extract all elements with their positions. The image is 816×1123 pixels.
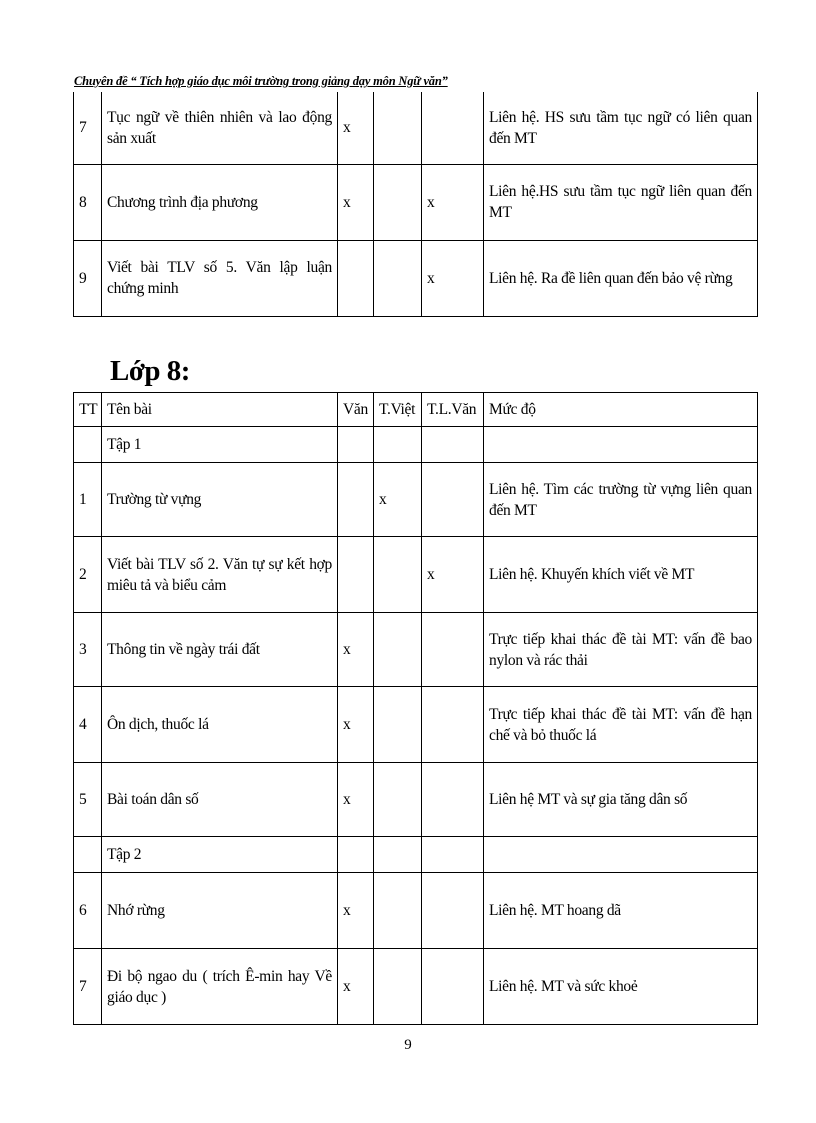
cell-muc-do: Liên hệ. Khuyến khích viết về MT <box>484 537 758 613</box>
cell-tlvan: x <box>422 240 484 316</box>
table-lop7-continued <box>73 92 758 317</box>
cell-tlvan <box>422 949 484 1025</box>
header-van: Văn <box>338 393 374 427</box>
cell-tt: 7 <box>74 92 102 164</box>
cell-ten-bai: Chương trình địa phương <box>102 164 338 240</box>
cell-muc-do: Liên hệ MT và sự gia tăng dân số <box>484 763 758 837</box>
cell-muc-do: Trực tiếp khai thác đề tài MT: vấn đề hạn chế và bỏ thuốc lá <box>484 687 758 763</box>
cell-tlvan <box>422 873 484 949</box>
header-tviet: T.Việt <box>374 393 422 427</box>
table-lop8 <box>73 392 758 1025</box>
cell-van <box>338 240 374 316</box>
cell-tviet <box>374 763 422 837</box>
table-row <box>74 240 758 316</box>
cell-tviet <box>374 613 422 687</box>
table-row <box>74 164 758 240</box>
cell-muc-do: Liên hệ. Tìm các trường từ vựng liên quan đến MT <box>484 463 758 537</box>
cell-tlvan <box>422 463 484 537</box>
cell-tlvan <box>422 763 484 837</box>
cell-tviet <box>374 240 422 316</box>
cell-empty <box>422 427 484 463</box>
section-title: Lớp 8: <box>110 355 190 387</box>
table-row <box>74 613 758 687</box>
cell-tlvan: x <box>422 537 484 613</box>
cell-muc-do: Liên hệ. MT hoang dã <box>484 873 758 949</box>
cell-tviet <box>374 687 422 763</box>
table-row <box>74 873 758 949</box>
cell-ten-bai: Trường từ vựng <box>102 463 338 537</box>
cell-tap-label: Tập 2 <box>102 837 338 873</box>
cell-tt: 9 <box>74 240 102 316</box>
cell-tlvan: x <box>422 164 484 240</box>
table-header-row <box>74 393 758 427</box>
cell-ten-bai: Viết bài TLV số 2. Văn tự sự kết hợp miêu tả và biểu cảm <box>102 537 338 613</box>
cell-tviet <box>374 873 422 949</box>
cell-tlvan <box>422 92 484 164</box>
cell-tlvan <box>422 687 484 763</box>
cell-tt: 6 <box>74 873 102 949</box>
page-number: 9 <box>404 1037 412 1053</box>
cell-tlvan <box>422 613 484 687</box>
cell-empty <box>74 837 102 873</box>
header-tt: TT <box>74 393 102 427</box>
cell-tt: 3 <box>74 613 102 687</box>
cell-tviet <box>374 92 422 164</box>
header-ten-bai: Tên bài <box>102 393 338 427</box>
cell-tviet: x <box>374 463 422 537</box>
cell-empty <box>374 837 422 873</box>
cell-tt: 7 <box>74 949 102 1025</box>
cell-van: x <box>338 164 374 240</box>
cell-muc-do: Liên hệ. Ra đề liên quan đến bảo vệ rừng <box>484 240 758 316</box>
cell-van: x <box>338 763 374 837</box>
cell-empty <box>422 837 484 873</box>
cell-van: x <box>338 687 374 763</box>
cell-tviet <box>374 949 422 1025</box>
table-row <box>74 687 758 763</box>
table-row <box>74 463 758 537</box>
header-tlvan: T.L.Văn <box>422 393 484 427</box>
cell-van: x <box>338 92 374 164</box>
table-row <box>74 949 758 1025</box>
page-header: Chuyên đề “ Tích hợp giáo dục môi trường trong giảng dạy môn Ngữ văn” <box>74 74 448 88</box>
cell-ten-bai: Ôn dịch, thuốc lá <box>102 687 338 763</box>
cell-ten-bai: Bài toán dân số <box>102 763 338 837</box>
cell-ten-bai: Viết bài TLV số 5. Văn lập luận chứng minh <box>102 240 338 316</box>
cell-empty <box>74 427 102 463</box>
cell-tt: 2 <box>74 537 102 613</box>
cell-empty <box>484 837 758 873</box>
table-row <box>74 92 758 164</box>
cell-muc-do: Liên hệ.HS sưu tầm tục ngữ liên quan đến MT <box>484 164 758 240</box>
table-row <box>74 537 758 613</box>
table-row-tap1 <box>74 427 758 463</box>
table-row-tap2 <box>74 837 758 873</box>
cell-van <box>338 537 374 613</box>
cell-muc-do: Trực tiếp khai thác đề tài MT: vấn đề bao nylon và rác thải <box>484 613 758 687</box>
cell-tviet <box>374 537 422 613</box>
cell-empty <box>484 427 758 463</box>
cell-van: x <box>338 613 374 687</box>
cell-tt: 8 <box>74 164 102 240</box>
cell-empty <box>338 837 374 873</box>
cell-tap-label: Tập 1 <box>102 427 338 463</box>
cell-van <box>338 463 374 537</box>
cell-ten-bai: Thông tin về ngày trái đất <box>102 613 338 687</box>
cell-tt: 1 <box>74 463 102 537</box>
cell-empty <box>338 427 374 463</box>
cell-van: x <box>338 949 374 1025</box>
header-muc-do: Mức độ <box>484 393 758 427</box>
cell-ten-bai: Đi bộ ngao du ( trích Ê-min hay Về giáo dục ) <box>102 949 338 1025</box>
table-row <box>74 763 758 837</box>
cell-ten-bai: Tục ngữ về thiên nhiên và lao động sản xuất <box>102 92 338 164</box>
cell-tt: 5 <box>74 763 102 837</box>
cell-empty <box>374 427 422 463</box>
cell-tt: 4 <box>74 687 102 763</box>
cell-ten-bai: Nhớ rừng <box>102 873 338 949</box>
cell-van: x <box>338 873 374 949</box>
cell-muc-do: Liên hệ. MT và sức khoẻ <box>484 949 758 1025</box>
cell-tviet <box>374 164 422 240</box>
cell-muc-do: Liên hệ. HS sưu tầm tục ngữ có liên quan đến MT <box>484 92 758 164</box>
